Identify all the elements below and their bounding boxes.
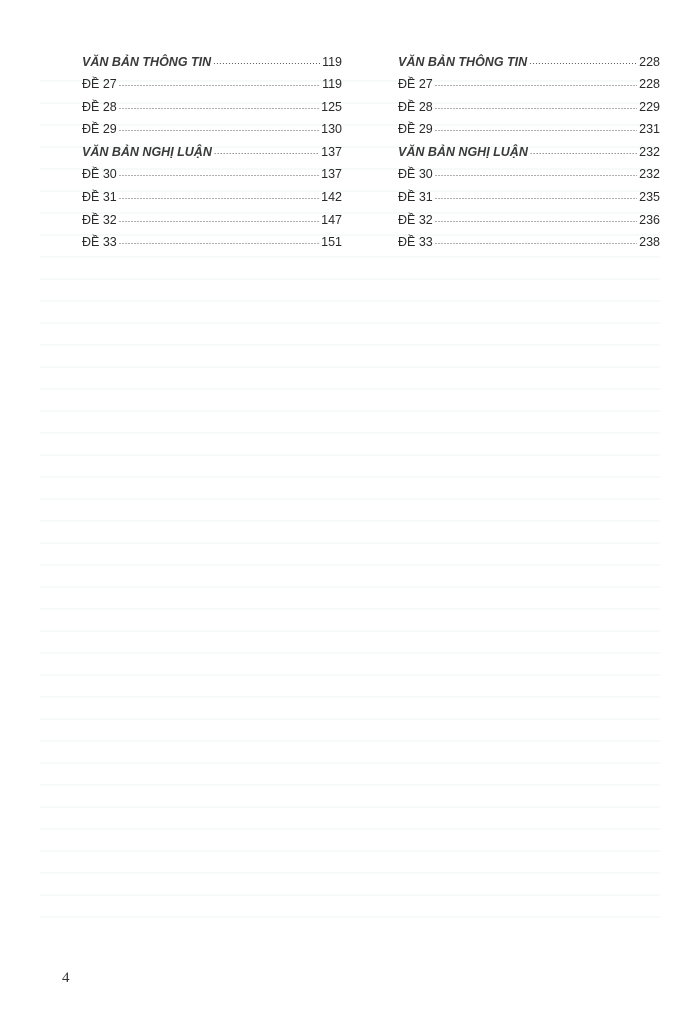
toc-entry [82,121,342,144]
toc-entry-page: 130 [321,122,342,137]
toc-entry-page: 232 [639,167,660,182]
toc-entry [82,76,342,99]
toc-column-left [82,53,342,256]
dot-leader [214,143,319,156]
toc-entry [82,234,342,257]
dot-leader [435,166,637,179]
toc-entry-page: 228 [639,54,660,69]
toc-entry-page: 231 [639,122,660,137]
toc-entry [398,189,660,212]
dot-leader [435,211,637,224]
toc-entry-page: 137 [321,144,342,159]
dot-leader [119,211,319,224]
toc-entry-label: VĂN BẢN NGHỊ LUẬN [82,144,212,159]
dot-leader [435,121,637,134]
dot-leader [119,76,320,89]
dot-leader [213,53,320,66]
toc-section-heading [398,53,660,76]
toc-entry-page: 147 [321,212,342,227]
toc-column-right [398,53,660,256]
toc-entry-page: 228 [639,77,660,92]
dot-leader [435,76,637,89]
toc-entry-label: VĂN BẢN THÔNG TIN [82,54,212,69]
toc-entry [82,189,342,212]
toc-entry-page: 151 [321,235,342,250]
toc-entry-page: 137 [321,167,342,182]
toc-entry-page: 142 [321,190,342,205]
toc-entry [82,98,342,121]
toc-entry-label: ĐỀ 27 [82,77,117,92]
toc-entry [82,211,342,234]
dot-leader [119,166,319,179]
dot-leader [435,189,637,202]
toc-entry-page: 229 [639,99,660,114]
toc-entry-label: ĐỀ 30 [82,167,117,182]
toc-entry-page: 125 [321,99,342,114]
toc-entry-label: ĐỀ 31 [398,190,433,205]
toc-entry-label: ĐỀ 33 [82,235,117,250]
toc-entry [398,98,660,121]
toc-section-heading [398,143,660,166]
toc-section-heading [82,53,342,76]
toc-entry [398,121,660,144]
toc-entry-label: VĂN BẢN NGHỊ LUẬN [398,144,528,159]
toc-entry [398,166,660,189]
toc-entry-label: ĐỀ 32 [82,212,117,227]
dot-leader [119,234,319,247]
toc-entry-label: ĐỀ 28 [82,99,117,114]
toc-entry-page: 232 [639,144,660,159]
toc-entry-label: ĐỀ 31 [82,190,117,205]
toc-section-heading [82,143,342,166]
dot-leader [119,121,319,134]
dot-leader [435,234,637,247]
toc-entry-page: 119 [322,77,342,92]
toc-entry [398,76,660,99]
page-number: 4 [62,970,70,986]
toc-entry-label: VĂN BẢN THÔNG TIN [398,54,528,69]
toc-entry-page: 119 [322,54,342,69]
toc-entry-page: 236 [639,212,660,227]
toc-entry [82,166,342,189]
toc-entry-label: ĐỀ 28 [398,99,433,114]
toc-entry-label: ĐỀ 27 [398,77,433,92]
toc-entry-label: ĐỀ 30 [398,167,433,182]
dot-leader [435,98,637,111]
toc-entry-label: ĐỀ 29 [398,122,433,137]
toc-entry [398,211,660,234]
toc-entry [398,234,660,257]
dot-leader [529,53,637,66]
toc-entry-label: ĐỀ 29 [82,122,117,137]
toc-entry-page: 235 [639,190,660,205]
toc-entry-page: 238 [639,235,660,250]
dot-leader [119,189,319,202]
dot-leader [530,143,637,156]
toc-entry-label: ĐỀ 33 [398,235,433,250]
toc-entry-label: ĐỀ 32 [398,212,433,227]
dot-leader [119,98,319,111]
